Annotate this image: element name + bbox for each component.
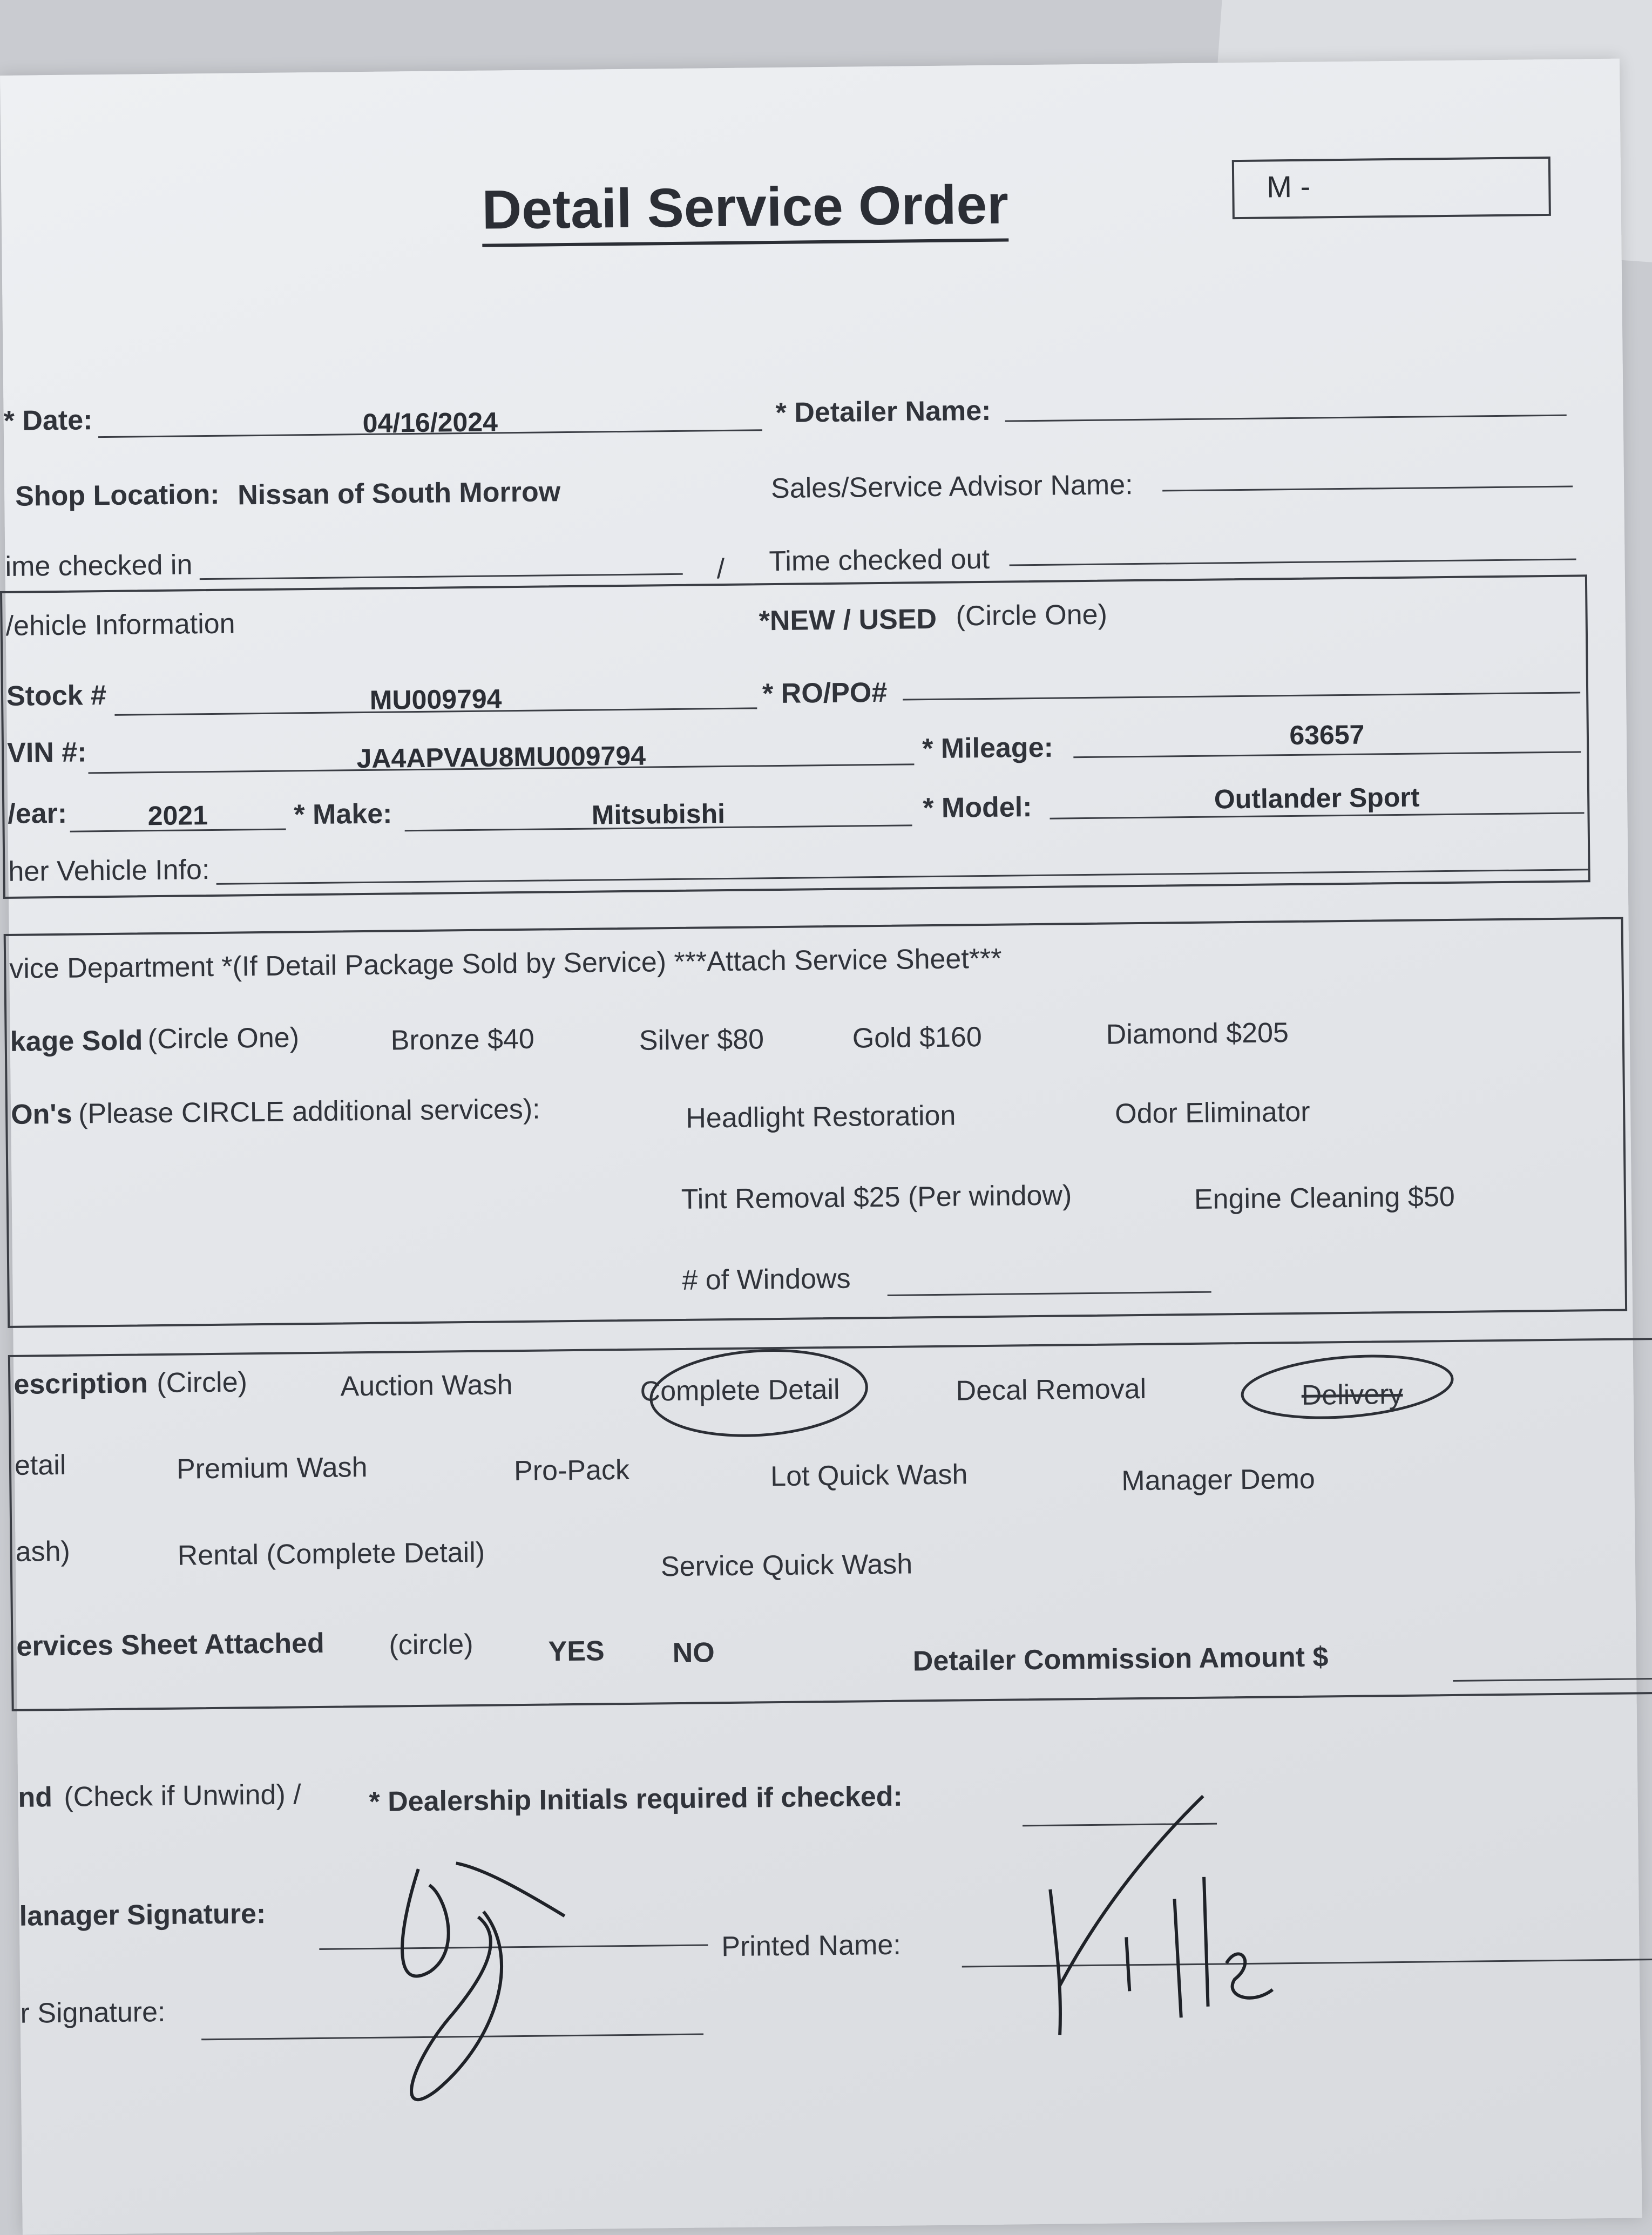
- service-order-form: [0, 59, 1642, 2235]
- stock-value[interactable]: MU009794: [369, 683, 502, 715]
- commission-label: Detailer Commission Amount $: [912, 1641, 1329, 1677]
- vehicle-section-label: /ehicle Information: [5, 608, 235, 642]
- package-label: kage Sold: [10, 1025, 143, 1058]
- advisor-label: Sales/Service Advisor Name:: [770, 469, 1133, 505]
- desc-service-quick-wash[interactable]: Service Quick Wash: [660, 1548, 913, 1583]
- year-value[interactable]: 2021: [147, 800, 208, 831]
- package-silver[interactable]: Silver $80: [639, 1024, 764, 1056]
- addon-headlight-restoration[interactable]: Headlight Restoration: [685, 1100, 956, 1134]
- time-out-label: Time checked out: [769, 543, 990, 578]
- detailer-name-label: * Detailer Name:: [775, 395, 991, 429]
- addon-engine-cleaning[interactable]: Engine Cleaning $50: [1194, 1181, 1455, 1215]
- desc-lot-quick-wash[interactable]: Lot Quick Wash: [770, 1459, 968, 1493]
- desc-row2-prefix: etail: [14, 1449, 66, 1481]
- mileage-value[interactable]: 63657: [1289, 719, 1365, 751]
- circle-complete-detail: [648, 1344, 869, 1442]
- model-label: * Model:: [923, 791, 1032, 824]
- vin-label: VIN #:: [6, 736, 87, 769]
- time-separator: /: [716, 553, 725, 585]
- circle-delivery: [1240, 1349, 1455, 1425]
- desc-decal-removal[interactable]: Decal Removal: [956, 1373, 1147, 1407]
- new-used-hint: (Circle One): [956, 599, 1108, 632]
- form-title: Detail Service Order: [482, 173, 1008, 247]
- date-label: * Date:: [3, 404, 93, 437]
- desc-rental-complete-detail[interactable]: Rental (Complete Detail): [177, 1536, 485, 1572]
- manager-signature-label: lanager Signature:: [19, 1898, 266, 1932]
- addons-label: On's: [10, 1098, 72, 1130]
- description-hint: (Circle): [157, 1366, 248, 1399]
- printed-name-signature: [1050, 1796, 1274, 2035]
- service-dept-heading: vice Department *(If Detail Package Sold by Service) ***Attach Service Sheet***: [9, 943, 1002, 985]
- dealership-initials-label: * Dealership Initials required if checked:: [369, 1780, 903, 1818]
- package-bronze[interactable]: Bronze $40: [390, 1023, 535, 1056]
- make-label: * Make:: [294, 798, 392, 831]
- new-used-label[interactable]: *NEW / USED: [759, 603, 937, 637]
- unwind-label: nd: [18, 1782, 53, 1813]
- year-label: /ear:: [8, 797, 67, 830]
- addons-hint: (Please CIRCLE additional services):: [78, 1093, 540, 1130]
- desc-delivery[interactable]: Delivery: [1301, 1378, 1403, 1411]
- printed-name-label: Printed Name:: [721, 1929, 902, 1963]
- description-label: escription: [13, 1367, 148, 1400]
- shop-location-value[interactable]: Nissan of South Morrow: [237, 476, 561, 511]
- package-gold[interactable]: Gold $160: [852, 1021, 983, 1054]
- date-value[interactable]: 04/16/2024: [362, 407, 498, 439]
- model-value[interactable]: Outlander Sport: [1214, 782, 1420, 815]
- addon-tint-removal[interactable]: Tint Removal $25 (Per window): [681, 1180, 1072, 1215]
- order-number-box[interactable]: M -: [1232, 157, 1551, 219]
- stock-label: Stock #: [6, 680, 107, 712]
- desc-manager-demo[interactable]: Manager Demo: [1121, 1463, 1316, 1497]
- manager-signature-scribble: [401, 1862, 566, 2099]
- mileage-label: * Mileage:: [922, 732, 1054, 765]
- other-vehicle-info-label: her Vehicle Info:: [8, 854, 210, 888]
- desc-auction-wash[interactable]: Auction Wash: [340, 1369, 513, 1403]
- addon-odor-eliminator[interactable]: Odor Eliminator: [1114, 1096, 1310, 1130]
- desc-row3-prefix: ash): [15, 1535, 71, 1568]
- unwind-hint: (Check if Unwind) /: [64, 1779, 301, 1813]
- vin-value[interactable]: JA4APVAU8MU009794: [356, 740, 646, 774]
- make-value[interactable]: Mitsubishi: [591, 798, 726, 830]
- desc-complete-detail[interactable]: Complete Detail: [640, 1373, 840, 1407]
- time-in-label: ime checked in: [5, 549, 193, 583]
- package-hint: (Circle One): [147, 1022, 300, 1055]
- windows-label: # of Windows: [682, 1263, 851, 1296]
- services-sheet-hint: (circle): [389, 1628, 473, 1661]
- package-diamond[interactable]: Diamond $205: [1106, 1017, 1289, 1051]
- services-sheet-yes[interactable]: YES: [548, 1635, 605, 1668]
- services-sheet-label: ervices Sheet Attached: [16, 1627, 325, 1662]
- services-sheet-no[interactable]: NO: [672, 1637, 715, 1669]
- other-signature-label: r Signature:: [20, 1996, 166, 2029]
- shop-location-label: Shop Location:: [15, 478, 220, 512]
- handwritten-marks: [0, 59, 1642, 2235]
- desc-pro-pack[interactable]: Pro-Pack: [513, 1454, 630, 1487]
- ro-po-label: * RO/PO#: [762, 676, 888, 710]
- desc-premium-wash[interactable]: Premium Wash: [176, 1452, 368, 1485]
